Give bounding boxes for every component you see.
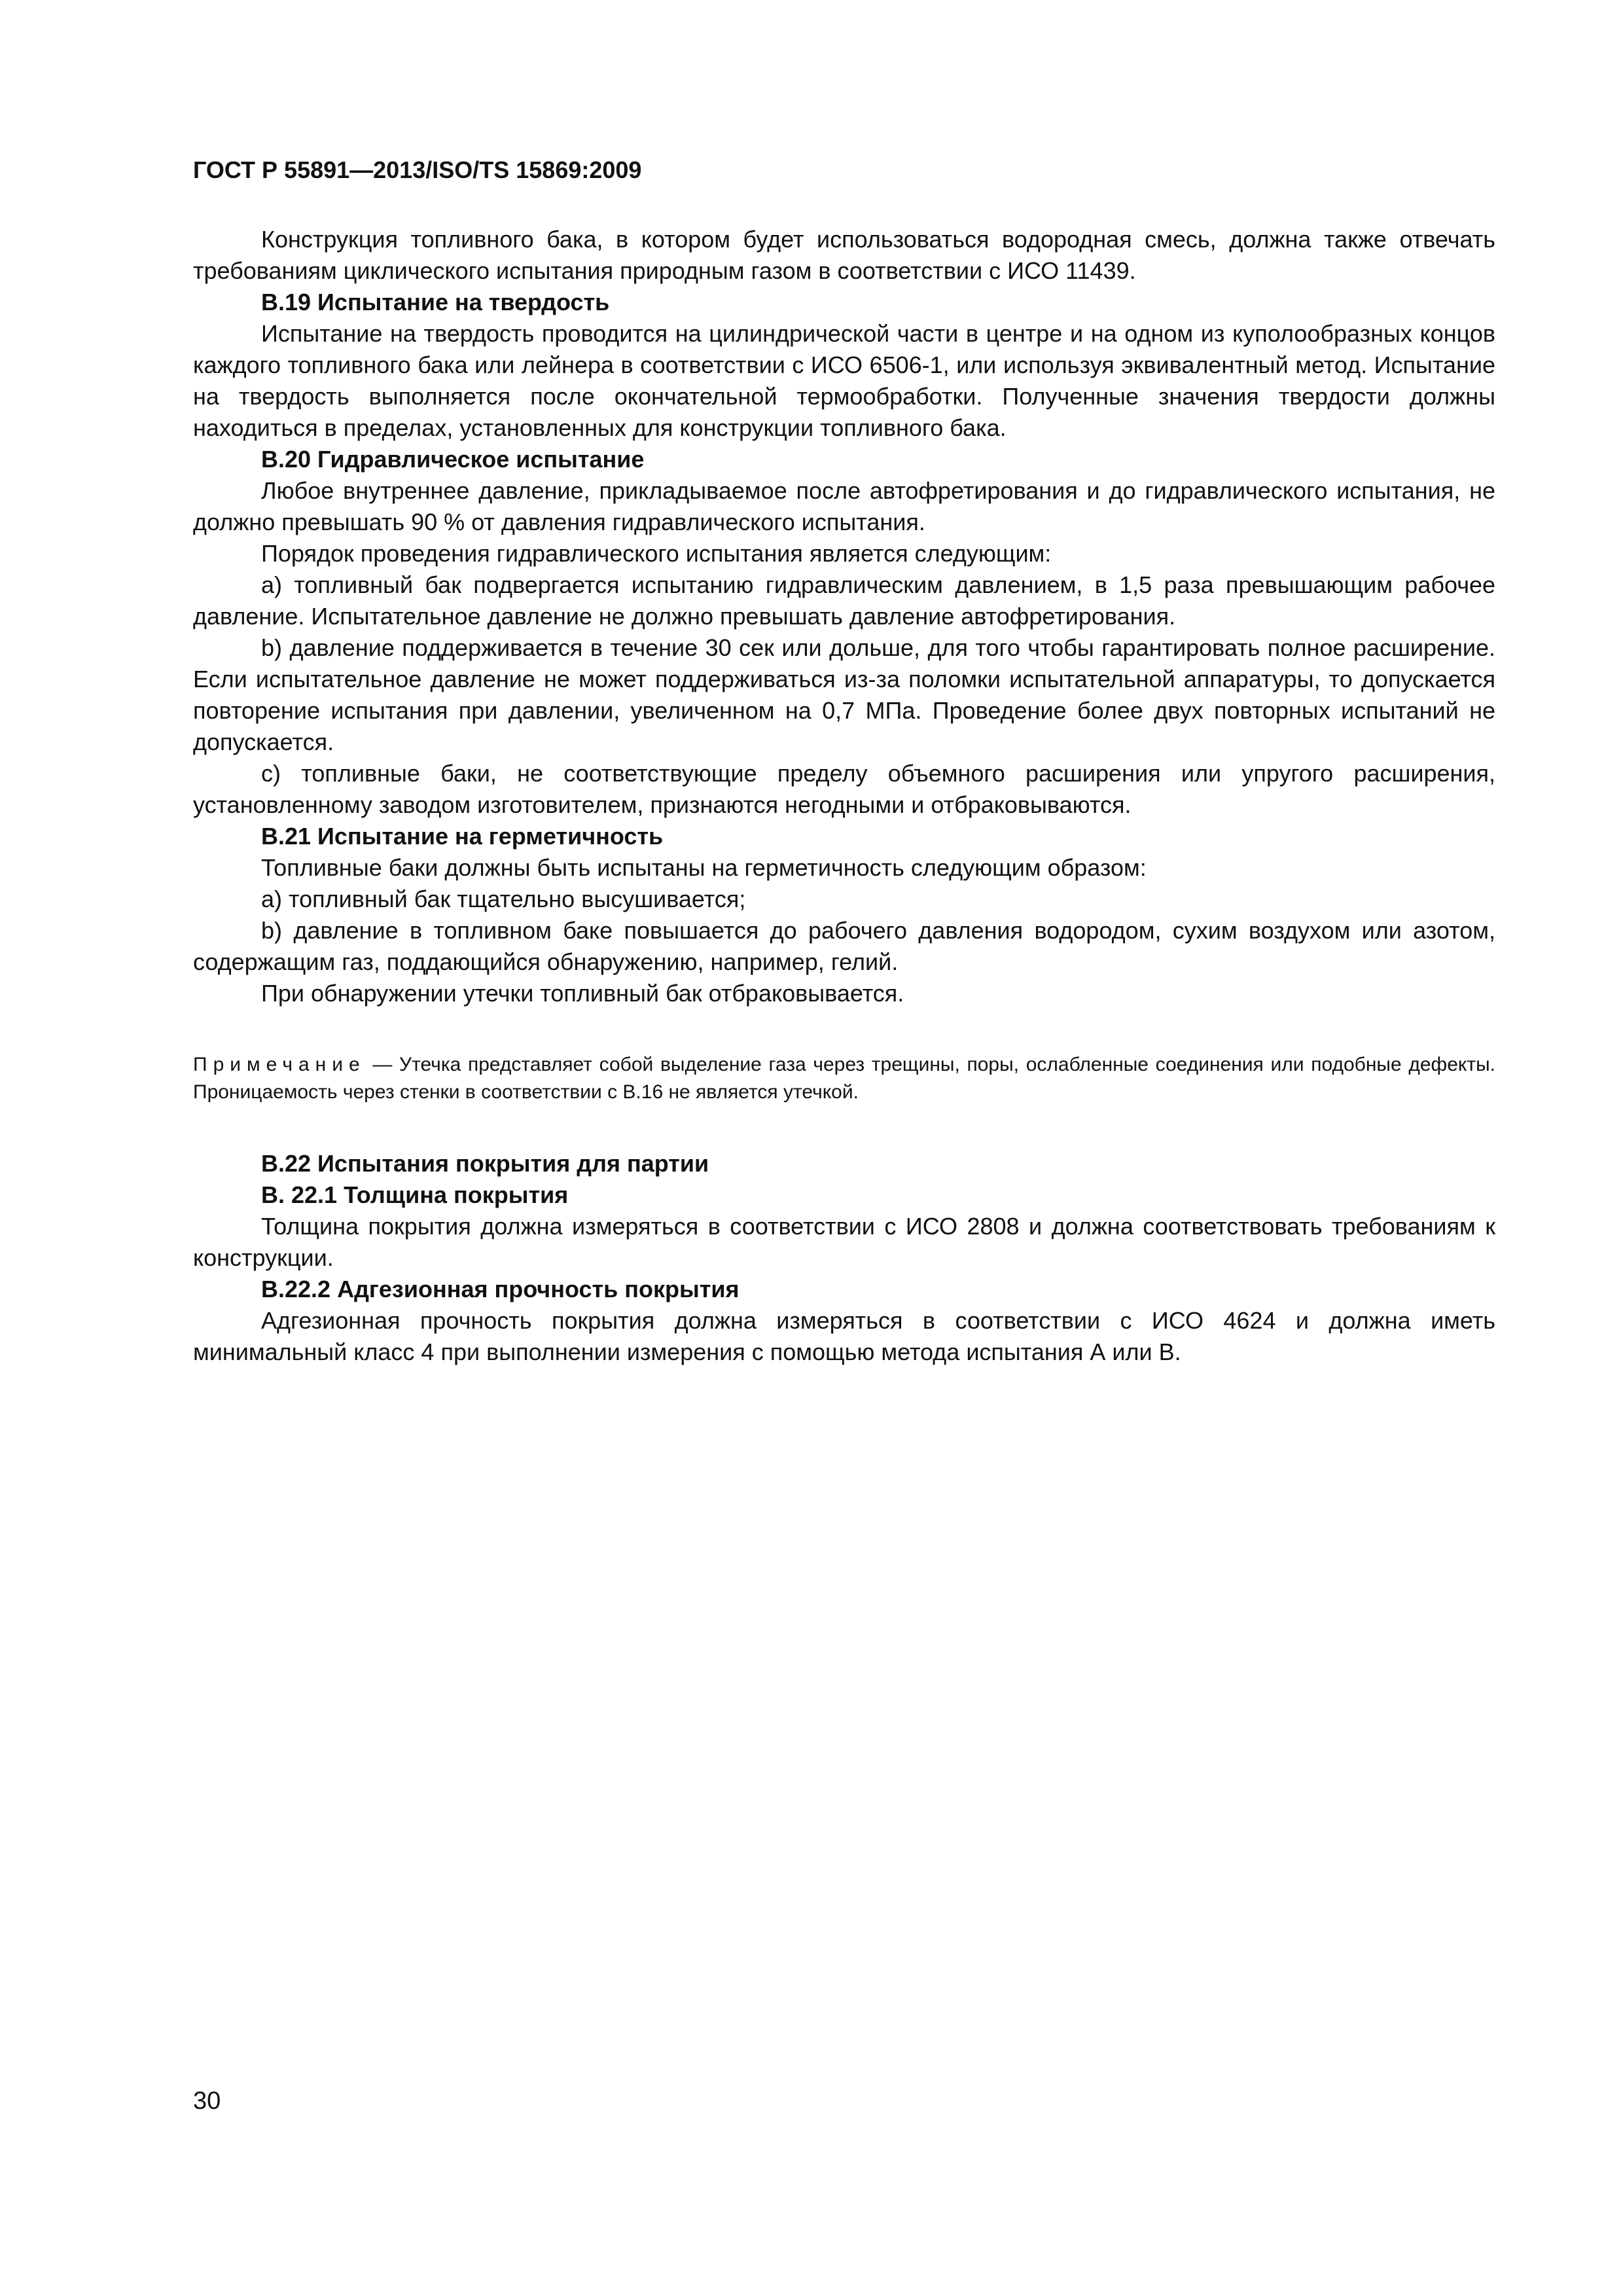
list-item-b21-b: b) давление в топливном баке повышается до рабочего давления водородом, сухим воздухом или азотом, содержащим газ, поддающийся обнаружению, например, гелий. (193, 917, 1495, 975)
paragraph-b19: Испытание на твердость проводится на цилиндрической части в центре и на одном из куполообразных концов каждого топливного бака или лейнера в соответствии с ИСО 6506-1, или используя эквивалентный метод. Испытание на твердость выполняется после окончательной термообработки. Полученные значения твердости должны находиться в пределах, установленных для конструкции топливного бака. (193, 320, 1495, 441)
list-item-b20-a: a) топливный бак подвергается испытанию гидравлическим давлением, в 1,5 раза превышающим рабочее давление. Испытательное давление не должно превышать давление автофретирования. (193, 571, 1495, 630)
paragraph-b21-reject: При обнаружении утечки топливный бак отбраковывается. (261, 980, 904, 1007)
note-label: Примечание (193, 1054, 366, 1075)
section-heading-b22: В.22 Испытания покрытия для партии (261, 1150, 709, 1177)
paragraph-b21-intro: Топливные баки должны быть испытаны на герметичность следующим образом: (261, 854, 1147, 881)
paragraph-intro: Конструкция топливного бака, в котором будет использоваться водородная смесь, должна также отвечать требованиям циклического испытания природным газом в соответствии с ИСО 11439. (193, 226, 1495, 284)
paragraph-b22-1: Толщина покрытия должна измеряться в соответствии с ИСО 2808 и должна соответствовать требованиям к конструкции. (193, 1213, 1495, 1271)
paragraph-b20-procedure: Порядок проведения гидравлического испытания является следующим: (261, 540, 1052, 567)
list-item-b20-b: b) давление поддерживается в течение 30 сек или дольше, для того чтобы гарантировать полное расширение. Если испытательное давление не может поддерживаться из-за поломки испытательной аппаратуры, то допускается повторение испытания при давлении, увеличенном на 0,7 МПа. Проведение более двух повторных испытаний не допускается. (193, 634, 1495, 755)
section-heading-b22-1: В. 22.1 Толщина покрытия (261, 1181, 569, 1208)
note (193, 1051, 1495, 1106)
section-heading-b20: В.20 Гидравлическое испытание (261, 446, 645, 473)
section-heading-b22-2: В.22.2 Адгезионная прочность покрытия (261, 1276, 740, 1302)
document-body (193, 224, 1495, 1368)
section-heading-b19: В.19 Испытание на твердость (261, 289, 610, 315)
page-number: 30 (193, 2087, 221, 2115)
document-page (193, 0, 1495, 2296)
note-text: — Утечка представляет собой выделение газа через трещины, поры, ослабленные соединения или подобные дефекты. Проницаемость через стенки в соответствии с В.16 не является утечкой. (193, 1054, 1495, 1103)
list-item-b21-a: a) топливный бак тщательно высушивается; (261, 886, 746, 912)
section-heading-b21: В.21 Испытание на герметичность (261, 823, 664, 850)
list-item-b20-c: c) топливные баки, не соответствующие пределу объемного расширения или упругого расширения, установленному заводом изготовителем, признаются негодными и отбраковываются. (193, 760, 1495, 818)
document-header: ГОСТ Р 55891—2013/ISO/TS 15869:2009 (193, 156, 642, 183)
paragraph-b20-pressure: Любое внутреннее давление, прикладываемое после автофретирования и до гидравлического испытания, не должно превышать 90 % от давления гидравлического испытания. (193, 477, 1495, 535)
paragraph-b22-2: Адгезионная прочность покрытия должна измеряться в соответствии с ИСО 4624 и должна иметь минимальный класс 4 при выполнении измерения с помощью метода испытания А или В. (193, 1307, 1495, 1365)
